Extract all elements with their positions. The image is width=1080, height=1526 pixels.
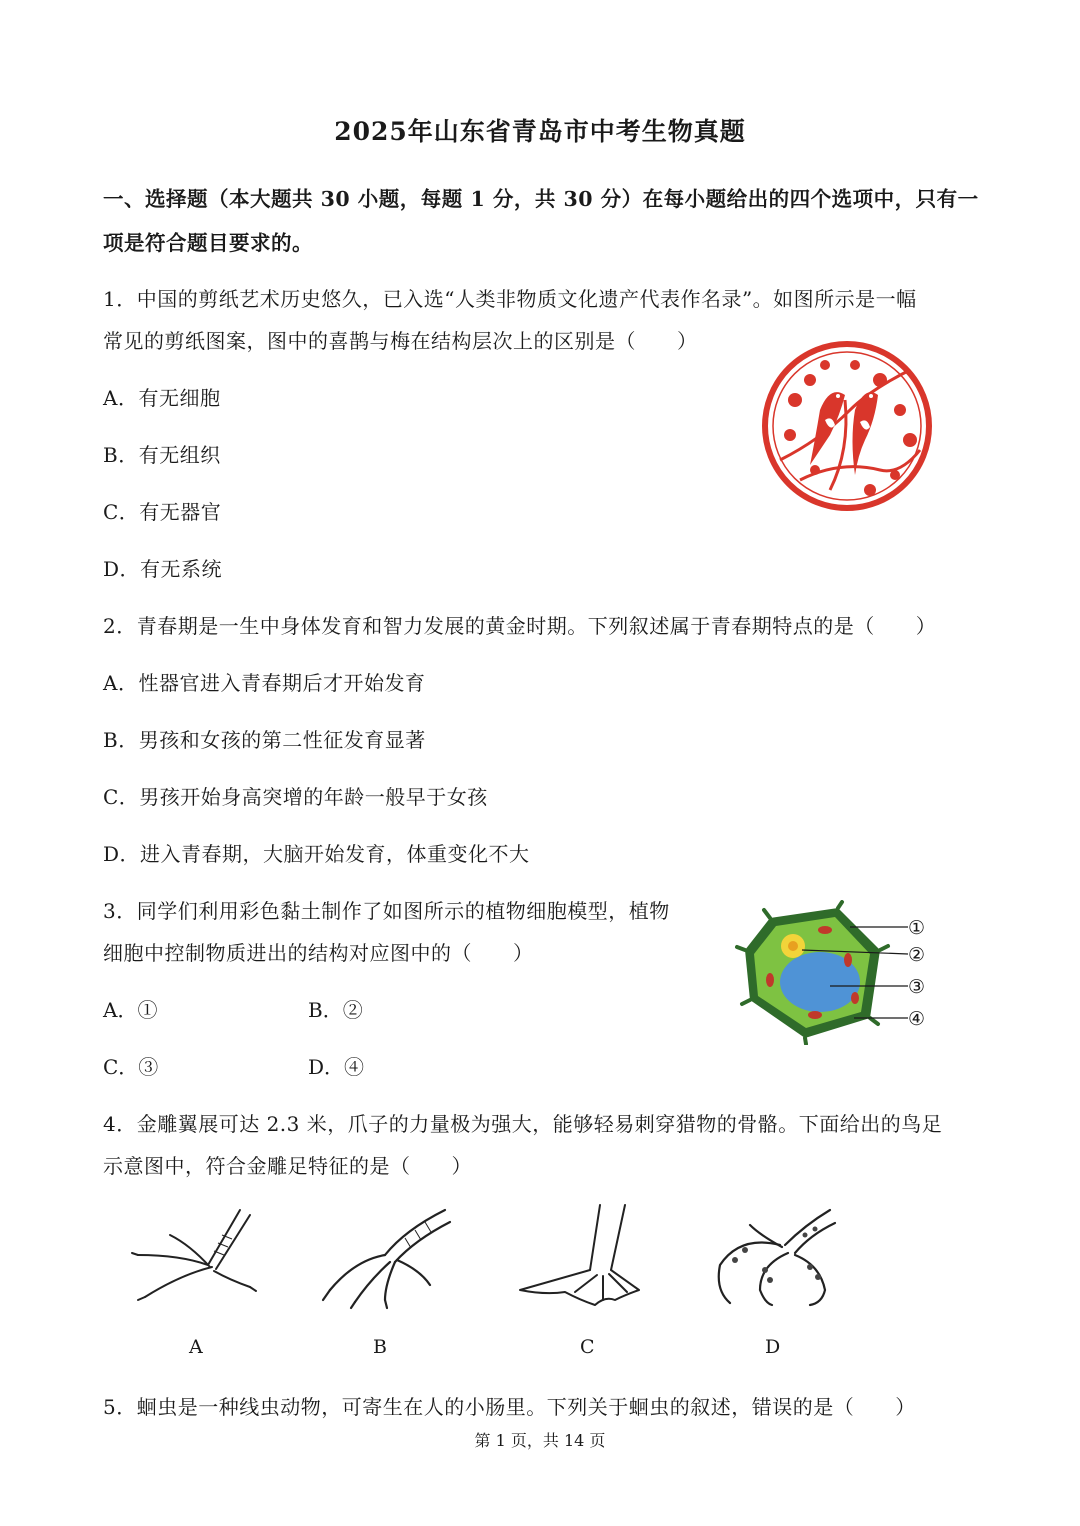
papercut-figure <box>760 340 935 512</box>
q1-option-b[interactable]: B．有无组织 <box>103 443 221 467</box>
foot-label-d: D <box>765 1336 781 1358</box>
foot-label-a: A <box>189 1336 203 1358</box>
q1-stem-line1: 1．中国的剪纸艺术历史悠久，已入选“人类非物质文化遗产代表作名录”。如图所示是一幅 <box>103 287 917 311</box>
foot-label-c: C <box>580 1336 595 1358</box>
q1-option-c[interactable]: C．有无器官 <box>103 500 222 524</box>
bird-foot-b-figure <box>315 1200 455 1310</box>
q3-stem-line1: 3．同学们利用彩色黏土制作了如图所示的植物细胞模型，植物 <box>103 899 670 923</box>
q4-stem-line1: 4．金雕翼展可达 2.3 米，爪子的力量极为强大，能够轻易刺穿猎物的骨骼。下面给出的鸟足 <box>103 1112 943 1136</box>
q2-option-d[interactable]: D．进入青春期，大脑开始发育，体重变化不大 <box>103 842 530 866</box>
cell-label-1: ① <box>908 917 926 939</box>
q5-stem-line1: 5．蛔虫是一种线虫动物，可寄生在人的小肠里。下列关于蛔虫的叙述，错误的是（ ） <box>103 1395 916 1419</box>
q4-stem-line2: 示意图中，符合金雕足特征的是（ ） <box>103 1154 472 1178</box>
section-heading-line1: 一、选择题（本大题共 30 小题，每题 1 分，共 30 分）在每小题给出的四个选项中，只有一 <box>103 187 979 211</box>
q3-option-a[interactable]: A．① <box>103 998 158 1022</box>
q1-option-d[interactable]: D．有无系统 <box>103 557 223 581</box>
bird-foot-c-figure <box>515 1200 645 1310</box>
section-heading-line2: 项是符合题目要求的。 <box>103 231 313 255</box>
q2-option-b[interactable]: B．男孩和女孩的第二性征发育显著 <box>103 728 426 752</box>
q2-stem-line1: 2．青春期是一生中身体发育和智力发展的黄金时期。下列叙述属于青春期特点的是（ ） <box>103 614 937 638</box>
q3-stem-line2: 细胞中控制物质进出的结构对应图中的（ ） <box>103 941 534 965</box>
cell-label-4: ④ <box>908 1008 926 1030</box>
page-footer: 第 1 页，共 14 页 <box>474 1431 606 1450</box>
cell-label-2: ② <box>908 944 926 966</box>
bird-foot-d-figure <box>710 1205 840 1310</box>
page-title: 2025年山东省青岛市中考生物真题 <box>334 117 746 146</box>
q3-option-c[interactable]: C．③ <box>103 1055 159 1079</box>
foot-label-b: B <box>373 1336 387 1358</box>
q3-option-b[interactable]: B．② <box>308 998 363 1022</box>
cell-label-3: ③ <box>908 976 926 998</box>
q3-option-d[interactable]: D．④ <box>308 1055 365 1079</box>
q1-option-a[interactable]: A．有无细胞 <box>103 386 221 410</box>
q1-stem-line2: 常见的剪纸图案，图中的喜鹊与梅在结构层次上的区别是（ ） <box>103 329 698 353</box>
q2-option-a[interactable]: A．性器官进入青春期后才开始发育 <box>103 671 426 695</box>
bird-foot-a-figure <box>130 1205 260 1305</box>
q2-option-c[interactable]: C．男孩开始身高突增的年龄一般早于女孩 <box>103 785 488 809</box>
